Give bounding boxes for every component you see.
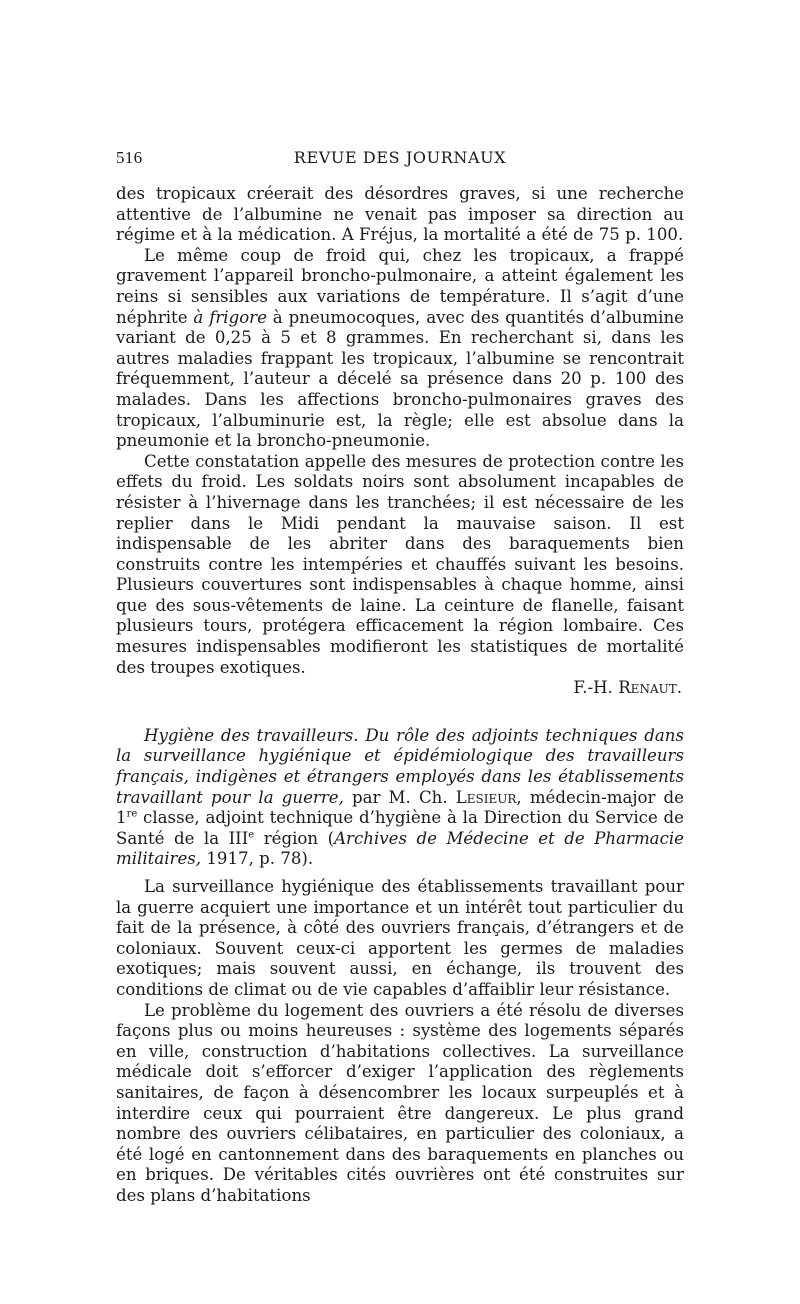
section-gap (116, 699, 684, 726)
page-number: 516 (116, 148, 143, 167)
article2-source-citation: 1917, p. 78). (201, 849, 314, 869)
journal-page (116, 148, 684, 1207)
article2-author-prefix: par M. Ch. (343, 787, 456, 807)
article1-p2-text-a: Le même coup de froid qui, chez les tropicaux, a frappé gravement l’appareil broncho-pulmonaire, a atteint également les reins si sensibles aux variations de température. Il s’agit d’une néphrite (116, 245, 684, 327)
article1-paragraph-2 (116, 246, 684, 452)
running-head (116, 148, 684, 174)
article1-paragraph-3: Cette constatation appelle des mesures de protection contre les effets du froid. Les soldats noirs sont absolument incapables de résister à l’hivernage dans les tranchées; il est nécessaire de les replier dans le Midi pendant la mauvaise saison. Il est indispensable de les abriter dans des baraquements bien construits contre les intempéries et chauffés suivant les besoins. Plusieurs couvertures sont indispensables à chaque homme, ainsi que des sous-vêtements de laine. La ceinture de flanelle, faisant plusieurs tours, protégera efficacement la région lombaire. Ces mesures indispensables modifieront les statistiques de mortalité des troupes exotiques. (116, 451, 684, 677)
article2-source-journal: Archives de Médecine et de Pharmacie militaires, (116, 828, 684, 869)
article2-author-name: Lesieur, (455, 787, 522, 807)
article2-heading (116, 726, 684, 870)
article2-author-role: classe, adjoint technique d’hygiène à la Direction du Service de Santé de la III (116, 808, 684, 848)
signature-initials: F.-H. (573, 678, 619, 698)
article2-region: région ( (254, 828, 335, 848)
signature-name: Renaut. (618, 678, 682, 698)
article2-title: Hygiène des travailleurs. Du rôle des adjoints techniques dans la surveillance hygiénique et épidémiologique des travailleurs français, indigènes et étrangers employés dans les établissements travaillant pour la guerre, (116, 725, 684, 807)
article2-rank-superscript: re (126, 808, 138, 820)
article1-paragraph-1: des tropicaux créerait des désordres graves, si une recherche attentive de l’albumine ne venait pas imposer sa direction au régime et à la médication. A Fréjus, la mortalité a été de 75 p. 100. (116, 184, 684, 245)
article2-region-superscript: e (248, 829, 255, 841)
article1-p2-italic: à frigore (193, 307, 267, 327)
article2-paragraph-1: La surveillance hygiénique des établissements travaillant pour la guerre acquiert une importance et un intérêt tout particulier du fait de la présence, à côté des ouvriers français, d’étrangers et de coloniaux. Souvent ceux-ci apportent les germes de maladies exotiques; mais souvent aussi, en échange, ils trouvent des conditions de climat ou de vie capables d’affaiblir leur résistance. (116, 877, 684, 999)
article2-paragraph-2: Le problème du logement des ouvriers a été résolu de diverses façons plus ou moins heureuses : système des logements séparés en ville, construction d’habitations collectives. La surveillance médicale doit s’efforcer d’exiger l’application des règlements sanitaires, de façon à désencombrer les locaux surpeuplés et à interdire ceux qui pourraient être dangereux. Le plus grand nombre des ouvriers célibataires, en particulier des coloniaux, a été logé en cantonnement dans des baraquements en planches ou en briques. De véritables cités ouvrières ont été construites sur des plans d’habitations (116, 1000, 684, 1205)
article2-author-rank: médecin-major de 1 (116, 787, 684, 828)
article1-signature (116, 678, 684, 699)
article1-p2-text-b: à pneumocoques, avec des quantités d’albumine variant de 0,25 à 5 et 8 grammes. En recherchant si, dans les autres maladies frappant les tropicaux, l’albumine se rencontrait fréquemment, l’auteur a décelé sa présence dans 20 p. 100 des malades. Dans les affections broncho-pulmonaires graves des tropicaux, l’albuminurie est, la règle; elle est absolue dans la pneumonie et la broncho-pneumonie. (116, 307, 684, 451)
running-title: REVUE DES JOURNAUX (293, 148, 507, 167)
page-body (116, 184, 684, 1207)
